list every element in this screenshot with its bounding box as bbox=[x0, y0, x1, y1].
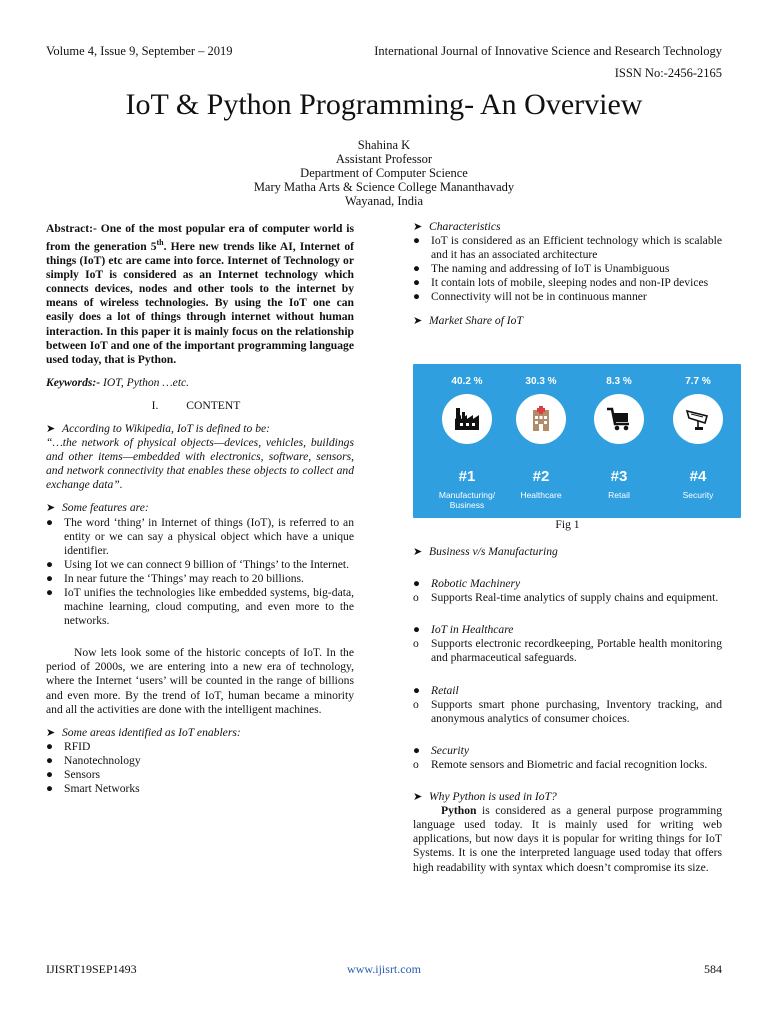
bullet-icon: ● bbox=[413, 623, 421, 637]
list-item bbox=[413, 698, 722, 726]
arrow-icon: ➤ bbox=[46, 422, 56, 435]
security-camera-icon bbox=[683, 404, 713, 434]
arrow-icon: ➤ bbox=[413, 221, 423, 233]
enabler-text: Smart Networks bbox=[64, 782, 140, 796]
wiki-quote: “…the network of physical objects—devices, vehicles, buildings and other items—embedded with electronics, software, sensors, and network connectivity that enables these objects to collect and exchange data”. bbox=[46, 436, 354, 492]
share-percent: 8.3 % bbox=[606, 376, 632, 387]
list-item bbox=[413, 577, 722, 591]
python-heading-text: Why Python is used in IoT? bbox=[429, 790, 557, 804]
list-item bbox=[46, 572, 354, 586]
healthcare-heading: IoT in Healthcare bbox=[431, 623, 514, 637]
bullet-icon: ● bbox=[46, 768, 54, 782]
share-circle bbox=[594, 394, 644, 444]
feature-text: In near future the ‘Things’ may reach to 20 billions. bbox=[64, 571, 304, 585]
healthcare-text: Supports electronic recordkeeping, Portable health monitoring and pharmaceutical safeguards. bbox=[431, 637, 722, 665]
issn: ISSN No:-2456-2165 bbox=[614, 66, 722, 80]
characteristics-heading bbox=[413, 220, 722, 234]
share-rank: #2 bbox=[532, 468, 550, 485]
bullet-icon: ● bbox=[413, 743, 421, 757]
arrow-icon: ➤ bbox=[46, 502, 56, 515]
retail-text: Supports smart phone purchasing, Inventory tracking, and anonymous analytics of consumer choices. bbox=[431, 697, 722, 725]
abstract-text-2: . Here new trends like AI, Internet of things (IoT) etc are came into force. Internet of Technology or simply IoT is considered as an Internet technology which connects devices, nodes and other tools to the internet by means of wireless technologies. By using the IoT one can easily does a lot of things through internet without human interaction. In this paper it is mainly focus on the relationship between IoT and one of the important programming language used today, that is Python. bbox=[46, 239, 354, 366]
author-name: Shahina K bbox=[357, 138, 411, 152]
arrow-icon: ➤ bbox=[413, 546, 423, 558]
bullet-icon: ● bbox=[413, 290, 421, 304]
abstract-sup: th bbox=[156, 238, 164, 248]
features-heading bbox=[46, 501, 354, 515]
characteristic-text: It contain lots of mobile, sleeping nodes and non-IP devices bbox=[431, 276, 709, 290]
list-item bbox=[413, 290, 722, 304]
list-item bbox=[46, 754, 354, 768]
market-heading-text: Market Share of IoT bbox=[429, 313, 523, 327]
share-percent: 7.7 % bbox=[685, 376, 711, 387]
business-heading-text: Business v/s Manufacturing bbox=[429, 545, 558, 558]
factory-icon bbox=[452, 404, 482, 434]
bullet-icon: ● bbox=[46, 557, 54, 571]
share-category: Retail bbox=[608, 490, 630, 500]
characteristic-text: The naming and addressing of IoT is Unambiguous bbox=[431, 262, 670, 276]
bullet-icon: ● bbox=[413, 683, 421, 697]
journal-name: International Journal of Innovative Science and Research Technology bbox=[374, 44, 722, 58]
list-item bbox=[413, 637, 722, 665]
keywords-label: Keywords:- bbox=[46, 375, 101, 389]
keywords bbox=[46, 376, 354, 390]
page-number: 584 bbox=[704, 962, 722, 976]
robotic-text: Supports Real-time analytics of supply chains and equipment. bbox=[431, 591, 719, 605]
arrow-icon: ➤ bbox=[46, 726, 56, 739]
list-item bbox=[46, 782, 354, 796]
python-paragraph bbox=[413, 804, 722, 874]
right-column bbox=[413, 220, 722, 328]
bullet-icon: ● bbox=[413, 276, 421, 290]
history-paragraph: Now lets look some of the historic concepts of IoT. In the period of 2000s, we are entering into a new era of technology, where the Internet ‘users’ will be counted in the range of billions and even more. By the trend of IoT, human became a minority and all the activities are done with the intelligent machines. bbox=[46, 646, 354, 716]
list-item bbox=[413, 234, 722, 262]
share-percent: 40.2 % bbox=[451, 376, 483, 387]
bullet-icon: ● bbox=[46, 571, 54, 585]
bullet-icon: ● bbox=[46, 753, 54, 767]
section-number: I. bbox=[151, 398, 159, 412]
left-column bbox=[46, 222, 354, 796]
characteristic-text: Connectivity will not be in continuous manner bbox=[431, 290, 647, 304]
enablers-heading-text: Some areas identified as IoT enablers: bbox=[62, 725, 241, 739]
figure-caption: Fig 1 bbox=[555, 518, 580, 531]
abstract bbox=[46, 222, 354, 367]
volume-info: Volume 4, Issue 9, September – 2019 bbox=[46, 44, 233, 58]
market-share-figure bbox=[413, 364, 741, 518]
share-circle bbox=[516, 394, 566, 444]
share-rank: #4 bbox=[689, 468, 707, 485]
share-circle bbox=[442, 394, 492, 444]
enabler-text: RFID bbox=[64, 739, 91, 753]
hospital-icon bbox=[526, 404, 556, 434]
list-item bbox=[413, 758, 722, 772]
share-rank: #3 bbox=[610, 468, 628, 485]
section-title: CONTENT bbox=[186, 398, 241, 412]
enabler-text: Sensors bbox=[64, 768, 101, 782]
bullet-icon: ● bbox=[46, 586, 54, 600]
right-column-lower bbox=[413, 545, 722, 875]
feature-text: IoT unifies the technologies like embedded systems, big-data, machine learning, cloud computing, and even more to the networks. bbox=[64, 586, 354, 628]
python-text: is considered as a general purpose programming language used today. It is mainly used for writing web applications, but now days it is popular for writing things for IoT Systems. It is one the interpreted language used today that offers high readability with syntax which doesn’t compromise its size. bbox=[413, 804, 722, 874]
author-role: Assistant Professor bbox=[335, 152, 433, 166]
list-item bbox=[46, 516, 354, 558]
share-percent: 30.3 % bbox=[525, 376, 557, 387]
list-item bbox=[46, 558, 354, 572]
characteristics-heading-text: Characteristics bbox=[429, 220, 501, 233]
robotic-heading: Robotic Machinery bbox=[431, 577, 521, 591]
bullet-icon: ● bbox=[413, 262, 421, 276]
share-rank: #1 bbox=[458, 468, 476, 485]
enabler-text: Nanotechnology bbox=[64, 753, 141, 767]
shopping-cart-icon bbox=[604, 404, 634, 434]
circle-bullet-icon: o bbox=[413, 697, 419, 711]
python-heading bbox=[413, 790, 722, 804]
list-item bbox=[413, 684, 722, 698]
abstract-label: Abstract:- bbox=[46, 222, 97, 235]
paper-title: IoT & Python Programming- An Overview bbox=[125, 88, 643, 121]
circle-bullet-icon: o bbox=[413, 637, 419, 651]
bullet-icon: ● bbox=[413, 577, 421, 591]
list-item bbox=[46, 768, 354, 782]
security-text: Remote sensors and Biometric and facial recognition locks. bbox=[431, 757, 708, 771]
share-circle bbox=[673, 394, 723, 444]
feature-text: Using Iot we can connect 9 billion of ‘Things’ to the Internet. bbox=[64, 557, 350, 571]
list-item bbox=[413, 276, 722, 290]
circle-bullet-icon: o bbox=[413, 591, 419, 605]
wiki-heading bbox=[46, 422, 354, 436]
features-heading-text: Some features are: bbox=[62, 501, 149, 515]
section-heading bbox=[38, 399, 354, 413]
list-item bbox=[46, 740, 354, 754]
retail-heading: Retail bbox=[431, 683, 459, 697]
share-category: Security bbox=[682, 490, 714, 500]
wiki-heading-text: According to Wikipedia, IoT is defined to be: bbox=[62, 421, 271, 435]
characteristic-text: IoT is considered as an Efficient technology which is scalable and it has an associated architecture bbox=[431, 234, 722, 262]
bullet-icon: ● bbox=[46, 739, 54, 753]
circle-bullet-icon: o bbox=[413, 757, 419, 771]
author-block bbox=[0, 138, 768, 208]
footer-paper-id: IJISRT19SEP1493 bbox=[46, 962, 137, 976]
market-heading bbox=[413, 314, 722, 328]
list-item bbox=[413, 623, 722, 637]
arrow-icon: ➤ bbox=[413, 791, 423, 804]
author-location: Wayanad, India bbox=[344, 194, 424, 208]
share-category: Manufacturing/ Business bbox=[438, 490, 496, 510]
bullet-icon: ● bbox=[46, 782, 54, 796]
share-category: Healthcare bbox=[520, 490, 562, 500]
python-bold: Python bbox=[441, 804, 477, 818]
author-college: Mary Matha Arts & Science College Mananthavady bbox=[253, 180, 515, 194]
security-heading: Security bbox=[431, 743, 469, 757]
enablers-heading bbox=[46, 726, 354, 740]
list-item bbox=[46, 586, 354, 628]
footer-website-link[interactable]: www.ijisrt.com bbox=[347, 962, 421, 976]
feature-text: The word ‘thing’ in Internet of things (IoT), is referred to an entity or we can say a physical object which have a unique identifier. bbox=[64, 515, 354, 557]
author-department: Department of Computer Science bbox=[300, 166, 468, 180]
abstract-text-1: One of the most popular era of computer world is from the generation 5 bbox=[46, 222, 354, 253]
list-item bbox=[413, 591, 722, 605]
bullet-icon: ● bbox=[46, 515, 54, 529]
business-heading bbox=[413, 545, 722, 559]
keywords-text: IOT, Python …etc. bbox=[100, 375, 190, 389]
arrow-icon: ➤ bbox=[413, 314, 423, 327]
bullet-icon: ● bbox=[413, 234, 421, 248]
list-item bbox=[413, 744, 722, 758]
list-item bbox=[413, 262, 722, 276]
